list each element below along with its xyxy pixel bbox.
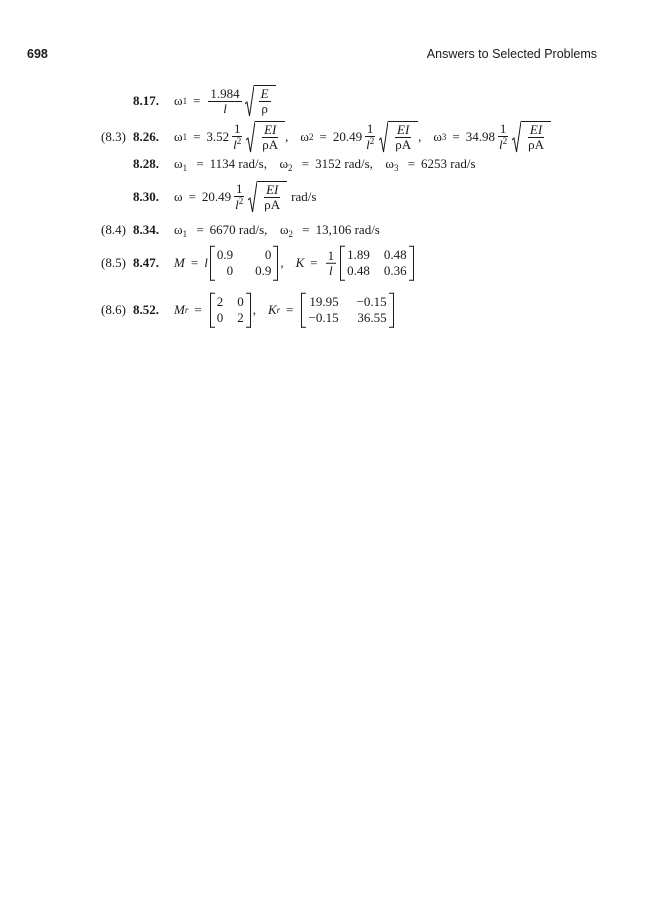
running-title: Answers to Selected Problems	[426, 47, 597, 61]
page-number: 698	[27, 47, 48, 61]
reduced-mass-matrix: 2 0 0 2	[210, 293, 251, 328]
omega-symbol: ω	[174, 93, 183, 108]
mass-matrix: 0.9 0 0 0.9	[210, 246, 279, 281]
answer-equation: ω = 20.49 $\frac{1}{l^2}$ $\frac{EI}{\rho A}$ rad/s	[174, 181, 317, 212]
problem-number: 8.17.	[133, 93, 159, 108]
problem-number: 8.30.	[133, 189, 159, 204]
reduced-stiffness-matrix: 19.95 −0.15 −0.15 36.55	[301, 293, 393, 328]
section-ref: (8.3)	[101, 129, 126, 144]
problem-number: 8.26.	[133, 129, 159, 144]
answer-equation: ω 1 = 3.52 $\frac{1}{l^2}$ $\frac{EI}{\rho A}$ , ω 2 = 20.49 $\frac{1}{l^2}$ $\frac{EI}{\rho A}$ , ω 3 = 34.98 $\frac{1}{l^2}$ $\frac{EI}{\rho A}$	[174, 121, 551, 153]
problem-number: 8.28.	[133, 156, 159, 171]
answer-equation: M = l 0.9 0 0 0.9 , K = $\frac{1}{l}$ 1.89 0.48 0.48 0.36	[174, 246, 416, 281]
answer-equation: M r = 2 0 0 2 , K r = 19.95 −0.15 −0.15 36.55	[174, 293, 396, 328]
answer-equation: $\omega_1 = 6670$ rad/s, $\omega_2 = 13,106$ rad/s	[174, 222, 380, 239]
problem-number: 8.34.	[133, 222, 159, 237]
square-root: $\frac{E}{\rho}$	[245, 85, 276, 117]
problem-number: 8.52.	[133, 302, 159, 317]
answer-equation: ω 1 = $\frac{1.984}{l}$ $\frac{E}{\rho}$	[174, 85, 276, 117]
section-ref: (8.6)	[101, 302, 126, 317]
fraction: $\frac{1.984}{l}$	[210, 85, 240, 116]
stiffness-matrix: 1.89 0.48 0.48 0.36	[340, 246, 414, 281]
section-ref: (8.5)	[101, 255, 126, 270]
answer-equation: $\omega_1 = 1134$ rad/s, $\omega_2 = 3152$ rad/s, $\omega_3 = 6253$ rad/s	[174, 156, 476, 173]
section-ref: (8.4)	[101, 222, 126, 237]
problem-number: 8.47.	[133, 255, 159, 270]
